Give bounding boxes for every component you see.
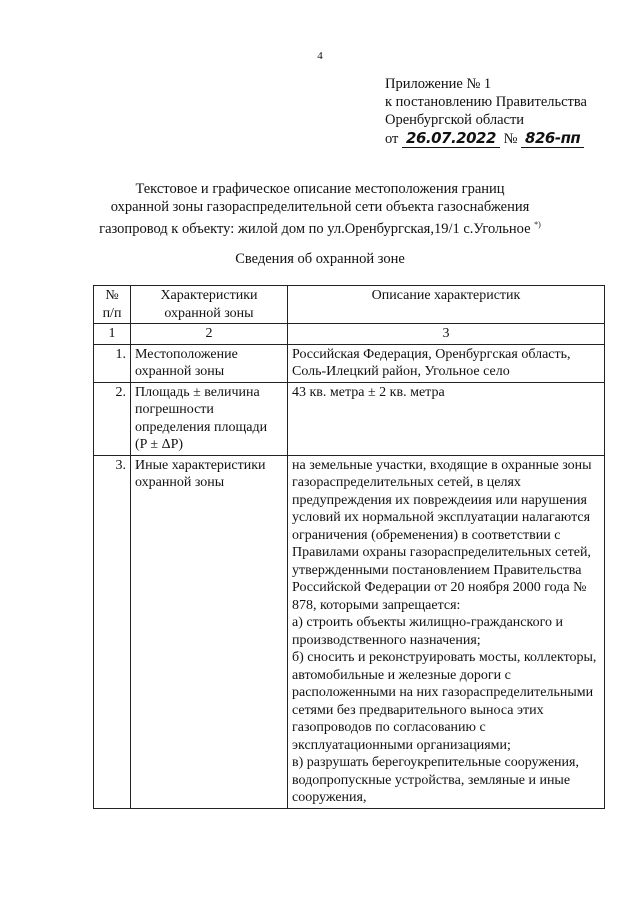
appendix-line-2: к постановлению Правительства bbox=[385, 94, 587, 110]
description-paragraph: 43 кв. метра ± 2 кв. метра bbox=[292, 384, 445, 400]
header-description: Описание характеристик bbox=[288, 286, 605, 324]
section-subtitle: Сведения об охранной зоне bbox=[235, 251, 405, 267]
handwritten-date: 26.07.2022 bbox=[402, 129, 500, 148]
footnote-mark: *) bbox=[534, 220, 541, 229]
title-line-2: охранной зоны газораспределительной сети объекта газоснабжения bbox=[110, 199, 530, 215]
table-row bbox=[94, 344, 605, 382]
description-paragraph: Российская Федерация, Оренбургская область, Соль-Илецкий район, Угольное село bbox=[292, 346, 571, 379]
appendix-block bbox=[385, 75, 625, 148]
table-header-row bbox=[94, 286, 605, 324]
document-title bbox=[0, 180, 640, 238]
table-row bbox=[94, 382, 605, 455]
zone-info-table bbox=[93, 285, 605, 809]
header-number: № п/п bbox=[94, 286, 131, 324]
header-characteristics: Характеристики охранной зоны bbox=[131, 286, 288, 324]
appendix-line-1: Приложение № 1 bbox=[385, 76, 492, 92]
row-characteristic: Площадь ± величина погрешности определения площади (P ± ΔP) bbox=[131, 382, 288, 455]
description-paragraph: на земельные участки, входящие в охранные зоны газораспределительных сетей, в целях предупреждения их повреждеиия или нарушения условий их нормальной эксплуатации налагаются ограничения (обременения) в соответствии с Правилами охраны газораспределительных сетей, утвержденными постановлением Правительства Российской Федерации от 20 ноября 2000 года № 878, которыми запрещается: bbox=[292, 457, 592, 613]
description-paragraph: а) строить объекты жилищно-гражданского и производственного назначения; bbox=[292, 615, 563, 648]
title-line-3-wrap bbox=[0, 216, 640, 238]
row-description bbox=[288, 455, 605, 808]
index-cell-2: 2 bbox=[131, 324, 288, 345]
page-number: 4 bbox=[317, 50, 323, 62]
table-index-row bbox=[94, 324, 605, 345]
row-description bbox=[288, 382, 605, 455]
row-characteristic: Иные характеристики охранной зоны bbox=[131, 455, 288, 808]
title-line-1: Текстовое и графическое описание местоположения границ bbox=[135, 181, 505, 197]
index-cell-3: 3 bbox=[288, 324, 605, 345]
row-characteristic: Местоположение охранной зоны bbox=[131, 344, 288, 382]
appendix-date-row bbox=[385, 129, 625, 148]
row-number: 1. bbox=[94, 344, 131, 382]
row-description bbox=[288, 344, 605, 382]
row-number: 2. bbox=[94, 382, 131, 455]
title-line-3: газопровод к объекту: жилой дом по ул.Оренбургская,19/1 с.Угольное bbox=[99, 220, 531, 237]
appendix-line-3: Оренбургской области bbox=[385, 112, 525, 128]
row-number: 3. bbox=[94, 455, 131, 808]
table-row bbox=[94, 455, 605, 808]
handwritten-number: 826-пп bbox=[521, 129, 584, 148]
from-label: от bbox=[385, 131, 399, 147]
description-paragraph: б) сносить и реконструировать мосты, коллекторы, автомобильные и железные дороги с расположенными на них газораспределительными сетями без предварительного выноса этих газопроводов по согласованию с эксплуатационными организациями; bbox=[292, 650, 597, 753]
number-label: № bbox=[503, 131, 518, 147]
description-paragraph: в) разрушать берегоукрепительные сооружения, водопропускные устройства, земляные и иные сооружения, bbox=[292, 755, 579, 805]
index-cell-1: 1 bbox=[94, 324, 131, 345]
